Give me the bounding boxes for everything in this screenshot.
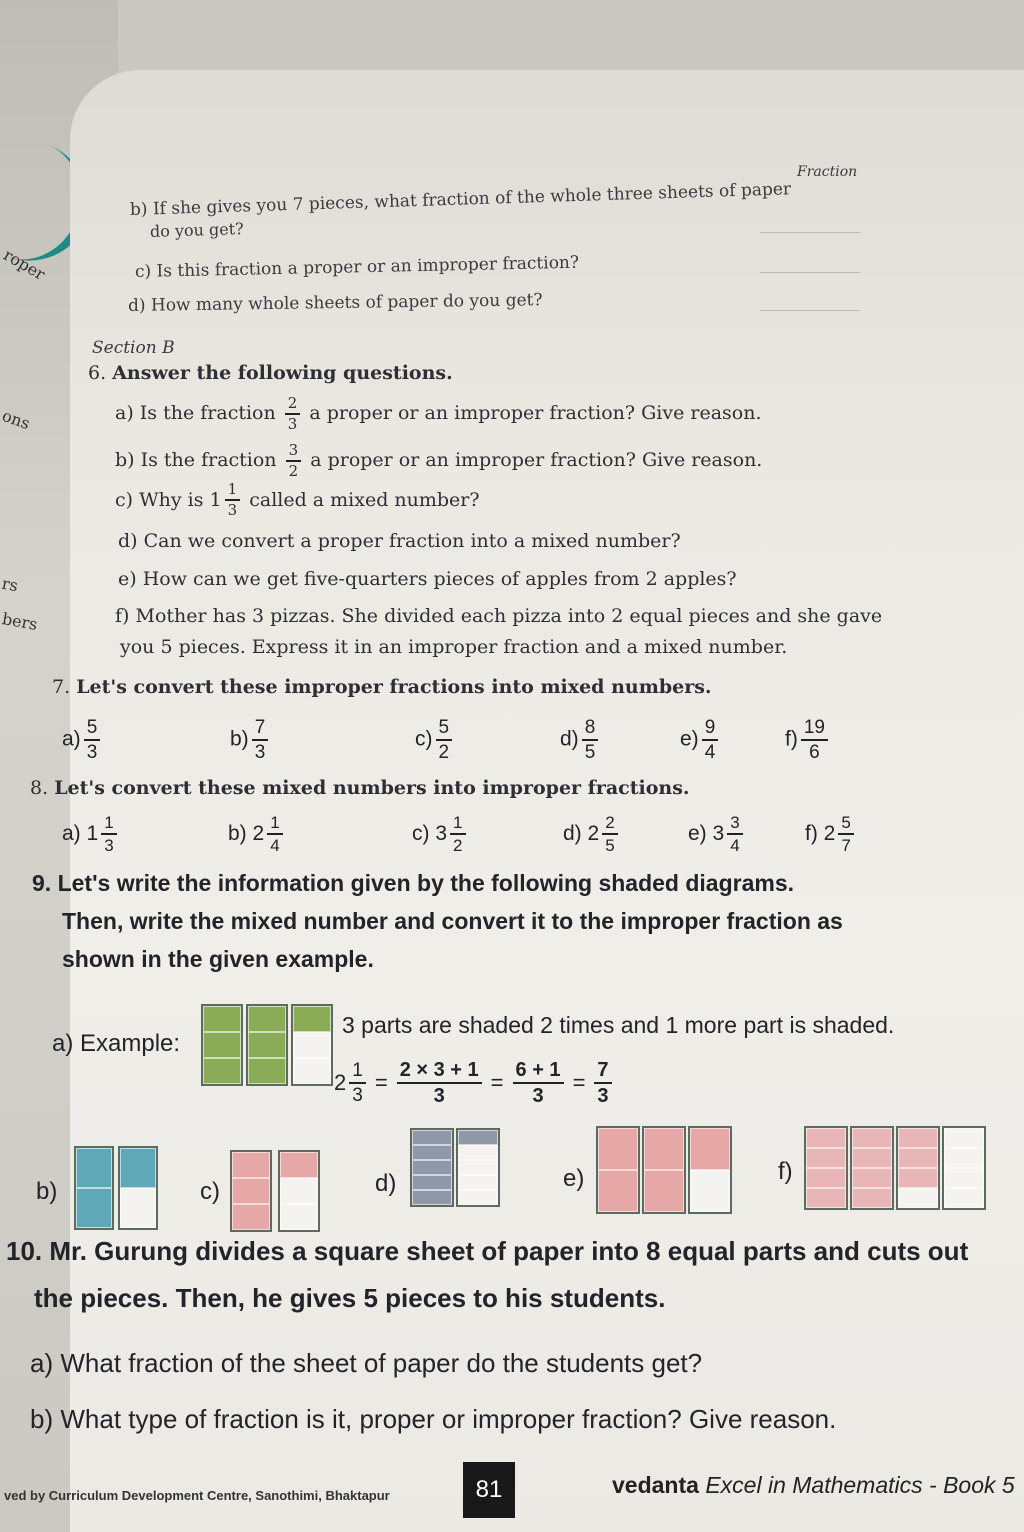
question-text: Is the fraction bbox=[139, 402, 276, 424]
diagram-cell bbox=[412, 1190, 452, 1205]
diagram-cell bbox=[248, 1058, 286, 1084]
item-label: a) bbox=[115, 402, 134, 424]
denominator: 5 bbox=[605, 836, 615, 855]
section-title: Section B bbox=[92, 338, 175, 358]
item-label: c) bbox=[115, 489, 134, 511]
item-label: d) bbox=[563, 822, 582, 845]
item-label: b) bbox=[129, 199, 148, 220]
denominator: 6 bbox=[809, 742, 820, 763]
diagram-cell bbox=[898, 1188, 938, 1208]
diagram-cell bbox=[76, 1148, 112, 1188]
diagram-cell bbox=[458, 1175, 498, 1190]
item-label: e) bbox=[680, 727, 699, 751]
instruction-text: Let's convert these improper fractions into mixed numbers. bbox=[76, 676, 712, 698]
diagram-b-bar-2 bbox=[118, 1146, 158, 1230]
q8-item bbox=[563, 814, 621, 854]
diagram-label: c) bbox=[200, 1178, 220, 1205]
q7-item bbox=[680, 718, 721, 762]
item-label: f) bbox=[785, 727, 798, 751]
denominator: 3 bbox=[352, 1085, 363, 1106]
numerator: 1 bbox=[267, 814, 282, 835]
diagram-b-bar-1 bbox=[74, 1146, 114, 1230]
item-label: a) bbox=[62, 822, 81, 845]
equals-sign: = bbox=[572, 1070, 586, 1095]
diagram-cell bbox=[852, 1168, 892, 1188]
fraction bbox=[225, 482, 241, 518]
question-number: 7. bbox=[52, 676, 71, 698]
q8-item bbox=[62, 814, 120, 854]
diagram-cell bbox=[944, 1168, 984, 1188]
example-word: Example: bbox=[80, 1030, 181, 1057]
numerator: 7 bbox=[252, 718, 269, 741]
fraction bbox=[727, 814, 742, 854]
numerator: 5 bbox=[436, 718, 453, 741]
diagram-cell bbox=[76, 1188, 112, 1228]
whole-part: 2 bbox=[823, 822, 836, 845]
item-label: f) bbox=[805, 822, 818, 845]
diagram-f-bar-2 bbox=[850, 1126, 894, 1210]
fraction bbox=[285, 396, 301, 432]
section-header: Fraction bbox=[797, 164, 858, 180]
question-10-heading bbox=[6, 1236, 968, 1267]
mixed-number bbox=[435, 814, 468, 854]
diagram-label: b) bbox=[36, 1178, 58, 1205]
diagram-cell bbox=[852, 1188, 892, 1208]
diagram-cell bbox=[458, 1145, 498, 1160]
denominator: 7 bbox=[841, 836, 851, 855]
q8-item bbox=[805, 814, 857, 854]
numerator: 5 bbox=[838, 814, 853, 835]
item-label: e) bbox=[118, 568, 137, 590]
item-label: f) bbox=[115, 605, 130, 627]
diagram-cell bbox=[898, 1168, 938, 1188]
q7-item bbox=[415, 718, 455, 762]
mixed-number bbox=[210, 482, 244, 518]
fraction bbox=[838, 814, 853, 854]
item-label: b) bbox=[115, 449, 135, 471]
fraction bbox=[450, 814, 465, 854]
example-bar-2 bbox=[246, 1004, 288, 1086]
equals-sign: = bbox=[374, 1070, 388, 1095]
diagram-cell bbox=[852, 1128, 892, 1148]
diagram-d-bar-2 bbox=[456, 1128, 500, 1207]
question-text: What fraction of the sheet of paper do the students get? bbox=[60, 1348, 703, 1378]
diagram-cell bbox=[248, 1006, 286, 1032]
diagram-cell bbox=[232, 1178, 270, 1204]
denominator: 3 bbox=[104, 836, 114, 855]
item-label: b) bbox=[230, 727, 249, 751]
diagram-cell bbox=[898, 1148, 938, 1168]
denominator: 4 bbox=[730, 836, 740, 855]
denominator: 3 bbox=[254, 742, 266, 763]
answer-line bbox=[760, 310, 860, 311]
diagram-cell bbox=[203, 1006, 241, 1032]
question-6d bbox=[118, 530, 681, 552]
diagram-cell bbox=[280, 1152, 318, 1178]
item-label: c) bbox=[134, 261, 152, 282]
diagram-cell bbox=[293, 1006, 331, 1032]
page-number: 81 bbox=[463, 1462, 515, 1518]
item-label: b) bbox=[228, 822, 247, 845]
whole-part: 3 bbox=[435, 822, 448, 845]
numerator: 7 bbox=[594, 1060, 611, 1084]
numerator: 1 bbox=[101, 814, 116, 835]
numerator: 5 bbox=[84, 718, 101, 741]
instruction-text: Let's write the information given by the following shaded diagrams. bbox=[57, 870, 795, 896]
fraction bbox=[801, 718, 828, 762]
instruction-text: Answer the following questions. bbox=[112, 362, 453, 384]
footer-brand bbox=[612, 1472, 1015, 1499]
question-text: Mother has 3 pizzas. She divided each pizza into 2 equal pieces and she gave bbox=[135, 605, 883, 627]
example-equation bbox=[334, 1060, 615, 1106]
denominator: 2 bbox=[453, 836, 463, 855]
fraction bbox=[101, 814, 116, 854]
diagram-cell bbox=[644, 1128, 684, 1170]
fraction bbox=[349, 1061, 366, 1105]
fraction bbox=[286, 443, 302, 479]
denominator: 3 bbox=[597, 1085, 609, 1107]
q7-item bbox=[560, 718, 601, 762]
question-6f bbox=[115, 605, 882, 627]
question-6-heading bbox=[88, 362, 453, 384]
question-10a bbox=[30, 1348, 702, 1379]
diagram-cell bbox=[852, 1148, 892, 1168]
diagram-e-bar-1 bbox=[596, 1126, 640, 1214]
q7-item bbox=[230, 718, 271, 762]
question-text: Can we convert a proper fraction into a mixed number? bbox=[143, 530, 681, 552]
diagram-cell bbox=[944, 1128, 984, 1148]
denominator: 3 bbox=[433, 1085, 445, 1107]
diagram-cell bbox=[806, 1188, 846, 1208]
item-label: b) bbox=[30, 1404, 54, 1434]
numerator: 2 bbox=[285, 396, 301, 415]
item-label: d) bbox=[127, 295, 146, 316]
example-bar-1 bbox=[201, 1004, 243, 1086]
example-sentence: 3 parts are shaded 2 times and 1 more part is shaded. bbox=[342, 1012, 895, 1038]
question-text: Why is bbox=[139, 489, 204, 511]
fraction bbox=[397, 1060, 482, 1106]
question-number: 10. bbox=[6, 1236, 43, 1266]
denominator: 4 bbox=[270, 836, 280, 855]
question-text: What type of fraction is it, proper or improper fraction? Give reason. bbox=[60, 1404, 837, 1434]
numerator: 1 bbox=[450, 814, 465, 835]
diagram-cell bbox=[598, 1128, 638, 1170]
numerator: 19 bbox=[801, 718, 828, 741]
numerator: 6 + 1 bbox=[513, 1060, 564, 1084]
diagram-cell bbox=[458, 1190, 498, 1205]
diagram-cell bbox=[120, 1148, 156, 1188]
diagram-cell bbox=[412, 1145, 452, 1160]
question-8-heading bbox=[30, 777, 690, 799]
diagram-e-bar-2 bbox=[642, 1126, 686, 1214]
q7-item bbox=[62, 718, 103, 762]
diagram-cell bbox=[248, 1032, 286, 1058]
question-text: you 5 pieces. Express it in an improper fraction and a mixed number. bbox=[120, 636, 788, 658]
numerator: 3 bbox=[727, 814, 742, 835]
question-text: How can we get five-quarters pieces of apples from 2 apples? bbox=[142, 568, 737, 590]
brand-name: vedanta bbox=[612, 1472, 699, 1498]
q8-item bbox=[412, 814, 469, 854]
fraction bbox=[702, 718, 719, 762]
mixed-number bbox=[713, 814, 746, 854]
answer-line bbox=[760, 232, 860, 233]
numerator: 2 × 3 + 1 bbox=[397, 1060, 482, 1084]
denominator: 3 bbox=[532, 1085, 544, 1107]
question-6b bbox=[115, 443, 762, 479]
question-6e bbox=[118, 568, 737, 590]
diagram-cell bbox=[944, 1188, 984, 1208]
whole-part: 2 bbox=[334, 1070, 347, 1095]
q8-item bbox=[228, 814, 286, 854]
denominator: 4 bbox=[704, 742, 716, 763]
item-label: a) bbox=[62, 727, 81, 751]
diagram-cell bbox=[203, 1032, 241, 1058]
item-label: d) bbox=[560, 727, 579, 751]
whole-part: 3 bbox=[712, 822, 725, 845]
diagram-cell bbox=[898, 1128, 938, 1148]
diagram-d-bar-1 bbox=[410, 1128, 454, 1207]
instruction-text: Then, write the mixed number and convert it to the improper fraction as bbox=[62, 908, 843, 934]
mixed-number bbox=[334, 1061, 369, 1105]
question-text: do you get? bbox=[149, 219, 245, 241]
question-6a bbox=[115, 396, 762, 432]
diagram-cell bbox=[458, 1130, 498, 1145]
diagram-cell bbox=[232, 1204, 270, 1230]
question-number: 6. bbox=[88, 362, 107, 384]
diagram-f-bar-3 bbox=[896, 1126, 940, 1210]
whole-part: 2 bbox=[587, 822, 600, 845]
question-text: If she gives you 7 pieces, what fraction of the whole three sheets of paper bbox=[152, 179, 792, 220]
margin-text: roper bbox=[0, 245, 49, 284]
q8-item bbox=[688, 814, 746, 854]
denominator: 2 bbox=[288, 462, 299, 480]
diagram-cell bbox=[412, 1130, 452, 1145]
diagram-cell bbox=[598, 1170, 638, 1212]
question-9-heading bbox=[32, 870, 794, 897]
item-label: e) bbox=[688, 822, 707, 845]
instruction-text: the pieces. Then, he gives 5 pieces to his students. bbox=[34, 1283, 666, 1313]
question-text: Is this fraction a proper or an improper fraction? bbox=[156, 252, 580, 282]
diagram-label: d) bbox=[375, 1170, 397, 1197]
item-label: c) bbox=[415, 727, 433, 751]
fraction bbox=[582, 718, 599, 762]
diagram-c-bar-2 bbox=[278, 1150, 320, 1232]
item-label: c) bbox=[412, 822, 430, 845]
diagram-cell bbox=[203, 1058, 241, 1084]
diagram-cell bbox=[120, 1188, 156, 1228]
diagram-cell bbox=[412, 1175, 452, 1190]
margin-text: rs bbox=[0, 573, 20, 596]
diagram-cell bbox=[806, 1168, 846, 1188]
whole-part: 1 bbox=[209, 489, 222, 511]
question-text: Is the fraction bbox=[140, 449, 277, 471]
answer-line bbox=[760, 272, 860, 273]
fraction bbox=[267, 814, 282, 854]
item-label: a) bbox=[52, 1030, 74, 1057]
fraction bbox=[513, 1060, 564, 1106]
instruction-text: Let's convert these mixed numbers into improper fractions. bbox=[54, 777, 690, 799]
denominator: 2 bbox=[438, 742, 450, 763]
diagram-c-bar-1 bbox=[230, 1150, 272, 1232]
diagram-cell bbox=[293, 1032, 331, 1058]
numerator: 3 bbox=[286, 443, 302, 462]
whole-part: 1 bbox=[86, 822, 99, 845]
diagram-f-bar-4 bbox=[942, 1126, 986, 1210]
denominator: 3 bbox=[227, 501, 238, 519]
diagram-label: e) bbox=[563, 1165, 585, 1192]
diagram-cell bbox=[280, 1204, 318, 1230]
denominator: 5 bbox=[584, 742, 596, 763]
diagram-cell bbox=[458, 1160, 498, 1175]
diagram-cell bbox=[690, 1170, 730, 1212]
whole-part: 2 bbox=[252, 822, 265, 845]
question-text: a proper or an improper fraction? Give reason. bbox=[310, 449, 763, 471]
fraction bbox=[594, 1060, 611, 1106]
mixed-number bbox=[588, 814, 621, 854]
question-text: called a mixed number? bbox=[249, 489, 480, 511]
diagram-cell bbox=[690, 1128, 730, 1170]
fraction bbox=[84, 718, 101, 762]
instruction-text: Mr. Gurung divides a square sheet of paper into 8 equal parts and cuts out bbox=[49, 1236, 969, 1266]
mixed-number bbox=[87, 814, 120, 854]
diagram-cell bbox=[293, 1058, 331, 1084]
numerator: 9 bbox=[702, 718, 719, 741]
numerator: 1 bbox=[225, 482, 241, 501]
diagram-cell bbox=[944, 1148, 984, 1168]
numerator: 1 bbox=[349, 1061, 366, 1084]
instruction-text: shown in the given example. bbox=[62, 946, 374, 972]
diagram-f-bar-1 bbox=[804, 1126, 848, 1210]
mixed-number bbox=[253, 814, 286, 854]
example-bar-3 bbox=[291, 1004, 333, 1086]
denominator: 3 bbox=[287, 415, 298, 433]
question-number: 8. bbox=[30, 777, 49, 799]
diagram-cell bbox=[644, 1170, 684, 1212]
fraction bbox=[602, 814, 617, 854]
denominator: 3 bbox=[86, 742, 98, 763]
numerator: 8 bbox=[582, 718, 599, 741]
question-text: How many whole sheets of paper do you get? bbox=[150, 290, 543, 316]
item-label: a) bbox=[30, 1348, 54, 1378]
diagram-cell bbox=[806, 1148, 846, 1168]
item-label: d) bbox=[118, 530, 138, 552]
footer-credit: ved by Curriculum Development Centre, Sanothimi, Bhaktapur bbox=[4, 1488, 390, 1503]
question-number: 9. bbox=[32, 870, 52, 896]
diagram-e-bar-3 bbox=[688, 1126, 732, 1214]
book-title: Excel in Mathematics - Book 5 bbox=[705, 1472, 1015, 1498]
diagram-cell bbox=[806, 1128, 846, 1148]
diagram-label: f) bbox=[778, 1158, 793, 1185]
numerator: 2 bbox=[602, 814, 617, 835]
diagram-cell bbox=[280, 1178, 318, 1204]
question-10b bbox=[30, 1404, 836, 1435]
margin-text: ons bbox=[0, 405, 33, 434]
question-6c bbox=[115, 482, 480, 518]
mixed-number bbox=[824, 814, 857, 854]
question-text: a proper or an improper fraction? Give reason. bbox=[309, 402, 762, 424]
diagram-cell bbox=[232, 1152, 270, 1178]
margin-text: bers bbox=[0, 609, 39, 634]
example-label bbox=[52, 1030, 180, 1058]
fraction bbox=[252, 718, 269, 762]
fraction bbox=[436, 718, 453, 762]
diagram-cell bbox=[412, 1160, 452, 1175]
question-7-heading bbox=[52, 676, 712, 698]
q7-item bbox=[785, 718, 831, 762]
equals-sign: = bbox=[490, 1070, 504, 1095]
